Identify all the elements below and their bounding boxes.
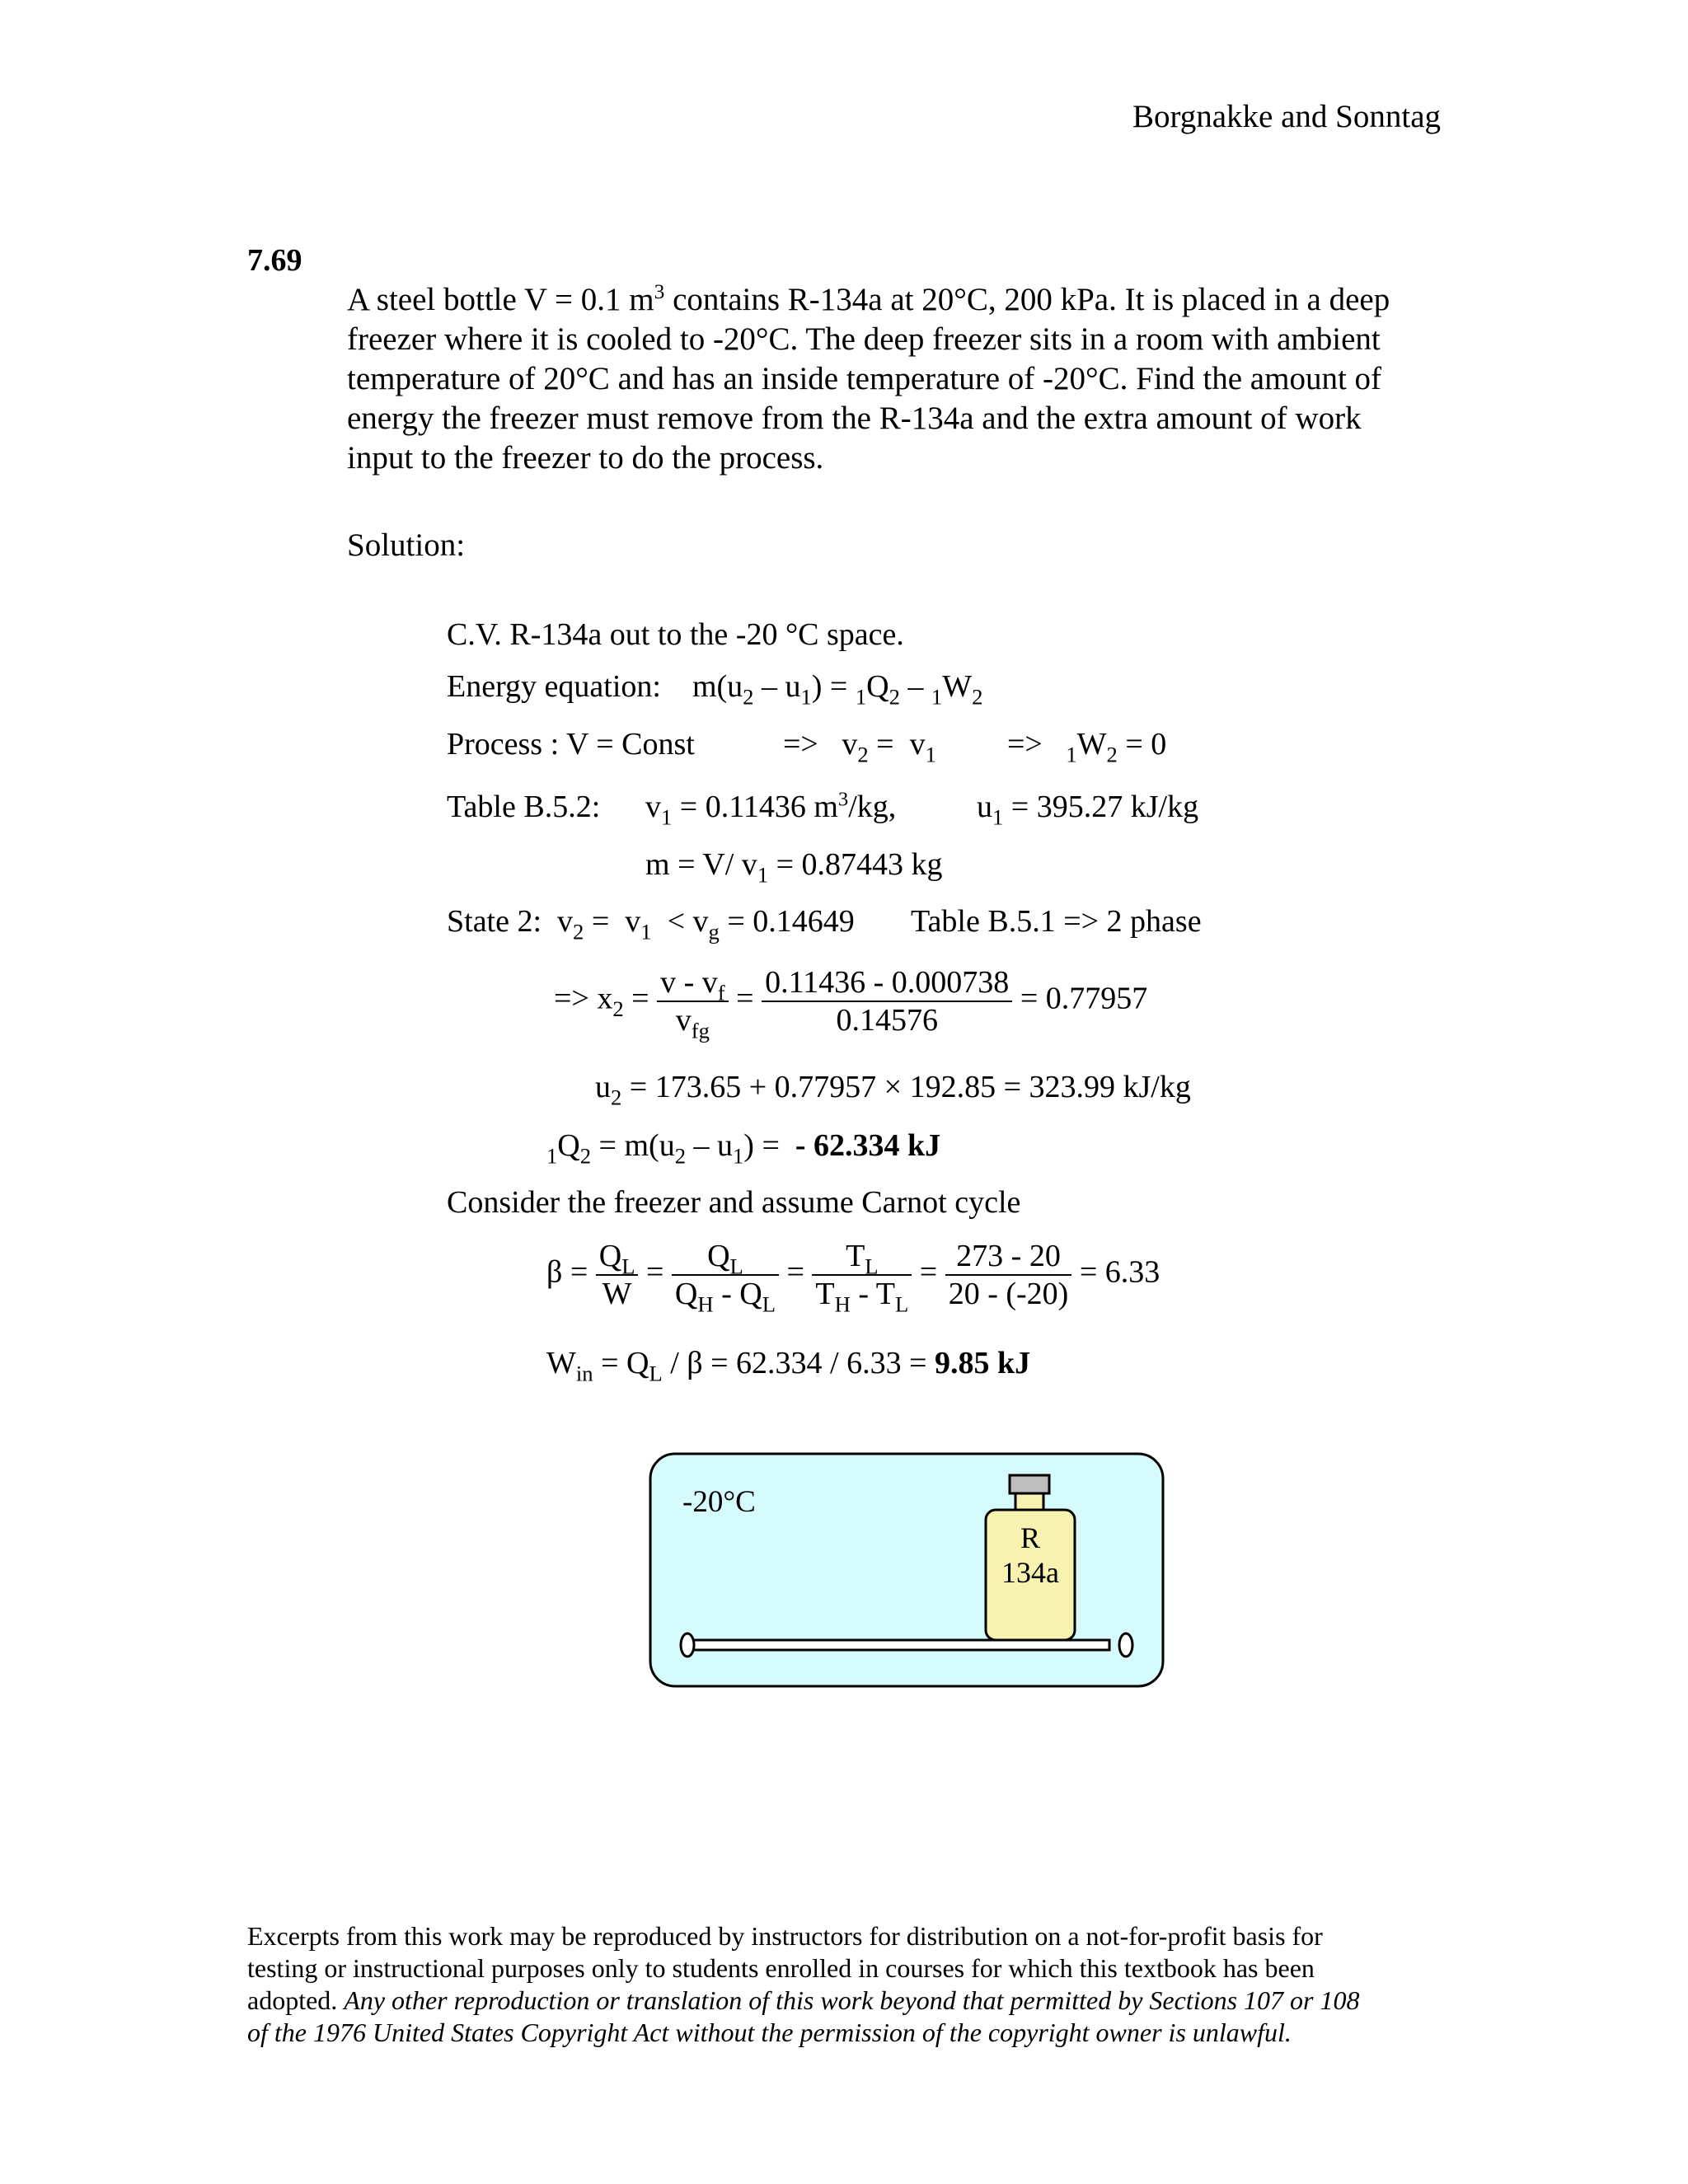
footer-line-2: testing or instructional purposes only to students enrolled in courses for which this textbook has been [247,1953,1315,1983]
heat-transfer-line: $_1Q_2 = m(u_2 - u_1)$ = - 62.334 kJ [546,1128,941,1169]
footer-line-4: of the 1976 United States Copyright Act without the permission of the copyright owner is unlawful. [247,2018,1292,2047]
freezer-temp-label: -20°C [682,1485,756,1519]
u2-line: $u_2 = 173.65 + 0.77957 \times 192.85 = 323.99$ kJ/kg [595,1070,1191,1110]
footer-line-3: adopted. Any other reproduction or translation of this work beyond that permitted by Sections 107 or 108 [247,1985,1360,2015]
carnot-text: Consider the freezer and assume Carnot cycle [447,1185,1021,1220]
shelf-end-right [1119,1633,1132,1657]
state2-line: State 2: $v_2 = v_1 < v_g = 0.14649$ [447,904,855,944]
table-label-1: Table B.5.2: [447,790,601,824]
bottle-label-r: R [1020,1521,1041,1554]
solution-label: Solution: [347,527,466,563]
footer-line-1: Excerpts from this work may be reproduced by instructors for distribution on a not-for-profit basis for [247,1921,1323,1951]
statement-line-1: A steel bottle V = 0.1 $m^3$ contains R-134a at 20°C, 200 kPa. It is placed in a deep [347,280,1390,317]
bottle-neck [1015,1493,1043,1510]
statement-line-4: energy the freezer must remove from the R-134a and the extra amount of work [347,401,1362,436]
mass-line: m = V/ $v_1 = 0.87443$ kg [645,847,943,888]
shelf-end-left [681,1633,694,1657]
v1-line: $v_1 = 0.11436$ $m^3/kg$, [645,788,897,830]
work-line: $W_{in} = Q_L / \beta = 62.334 / 6.33 = 9.85$ kJ [546,1346,1031,1386]
energy-equation: Energy equation: $m(u_2 - u_1) = _1Q_2 - _1W_2$ [447,669,983,710]
statement-line-3: temperature of 20°C and has an inside temperature of -20°C. Find the amount of [347,361,1382,396]
process-line: Process : V = Const [447,727,695,762]
header-authors: Borgnakke and Sonntag [1132,99,1441,134]
bottle-label-134a: 134a [1001,1556,1059,1589]
statement-line-5: input to the freezer to do the process. [347,440,824,476]
shelf-rod [687,1640,1109,1650]
work-zero: => $_1W_2 = 0$ [1007,727,1167,767]
control-volume: C.V. R-134a out to the -20 °C space. [447,617,904,652]
table-ref-2: Table B.5.1 => 2 phase [911,904,1202,939]
problem-number: 7.69 [247,243,302,278]
u1-line: $u_1 = 395.27$ kJ/kg [977,790,1199,830]
beta-equation: β = $\frac{Q_L}{W}$ = $\frac{Q_L}{Q_H - Q_L}$ = $\frac{T_L}{T_H - T_L}$ = $\frac{273 - 20}{20 - (-20)}$ = 6.33 [546,1239,1160,1317]
bottle-cap [1010,1475,1049,1493]
statement-line-2: freezer where it is cooled to -20°C. The deep freezer sits in a room with ambient [347,321,1381,357]
process-implies: => $v_2 = v_1$ [783,727,936,767]
x2-equation: => $x_2$ = $\frac{v - v_f}{v_{fg}}$ = $\frac{0.11436 - 0.000738}{0.14576}$ = 0.77957 [554,965,1148,1043]
freezer-figure [643,1446,1170,1694]
